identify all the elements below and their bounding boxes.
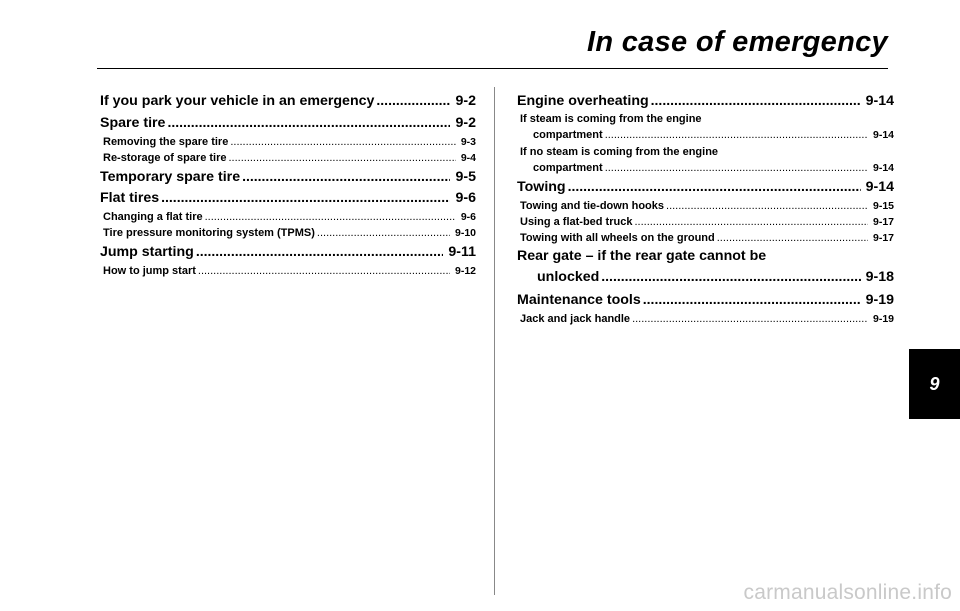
toc-entry-towing[interactable] (517, 176, 894, 197)
toc-entry-page: 9-18 (865, 269, 894, 285)
toc-entry-label: compartment (533, 129, 603, 141)
toc-entry-line2 (517, 266, 894, 287)
toc-right-column (517, 90, 894, 327)
chapter-tab[interactable] (909, 349, 960, 419)
toc-entry-line2 (517, 127, 894, 143)
leader-dots (376, 90, 450, 110)
leader-dots (198, 263, 450, 279)
toc-entry-how-to-jump-start[interactable] (100, 263, 476, 279)
toc-entry-label: Changing a flat tire (103, 211, 203, 223)
leader-dots (167, 112, 450, 132)
watermark: carmanualsonline.info (743, 581, 952, 604)
toc-entry-label: Engine overheating (517, 93, 649, 109)
toc-entry-flat-tires[interactable] (100, 187, 476, 208)
toc-entry-label: Towing and tie-down hooks (520, 200, 665, 212)
toc-entry-spare-tire[interactable] (100, 112, 476, 133)
toc-entry-page: 9-5 (455, 169, 476, 185)
page-title: In case of emergency (587, 26, 888, 58)
toc-entry-rear-gate[interactable] (517, 246, 894, 287)
toc-entry-label: How to jump start (103, 265, 196, 277)
toc-entry-label: Jack and jack handle (520, 313, 631, 325)
toc-entry-label: Temporary spare tire (100, 169, 241, 185)
leader-dots (317, 225, 450, 241)
toc-entry-page: 9-17 (872, 232, 894, 244)
toc-entry-page: 9-17 (872, 216, 894, 228)
toc-entry-label: If you park your vehicle in an emergency (100, 93, 375, 109)
leader-dots (161, 187, 450, 207)
toc-entry-label: Towing with all wheels on the ground (520, 232, 715, 244)
toc-entry-flat-bed-truck[interactable] (517, 214, 894, 230)
toc-entry-label: Re-storage of spare tire (103, 152, 227, 164)
toc-entry-changing-flat-tire[interactable] (100, 209, 476, 225)
toc-entry-page: 9-2 (455, 115, 476, 131)
toc-entry-line2 (517, 160, 894, 176)
toc-entry-park-emergency[interactable] (100, 90, 476, 111)
toc-entry-removing-spare-tire[interactable] (100, 134, 476, 150)
toc-entry-jump-starting[interactable] (100, 241, 476, 262)
toc-entry-all-wheels-ground[interactable] (517, 230, 894, 246)
toc-entry-no-steam[interactable] (517, 144, 894, 176)
leader-dots (632, 311, 868, 327)
toc-entry-label: Towing (517, 179, 566, 195)
toc-entry-label-line1: If steam is coming from the engine (520, 113, 702, 125)
toc-entry-page: 9-11 (448, 244, 476, 260)
toc-entry-page: 9-6 (460, 211, 476, 223)
chapter-number: 9 (929, 373, 940, 394)
toc-entry-label: Using a flat-bed truck (520, 216, 633, 228)
toc-entry-tie-down-hooks[interactable] (517, 198, 894, 214)
toc-entry-temporary-spare-tire[interactable] (100, 166, 476, 187)
toc-entry-re-storage-spare-tire[interactable] (100, 150, 476, 166)
toc-entry-steam-coming[interactable] (517, 111, 894, 143)
toc-entry-page: 9-3 (460, 136, 476, 148)
leader-dots (568, 176, 861, 196)
toc-entry-jack-handle[interactable] (517, 311, 894, 327)
toc-entry-page: 9-14 (865, 179, 894, 195)
toc-entry-label: Flat tires (100, 190, 160, 206)
toc-entry-page: 9-19 (865, 292, 894, 308)
leader-dots (196, 241, 444, 261)
leader-dots (634, 214, 868, 230)
toc-entry-tpms[interactable] (100, 225, 476, 241)
toc-entry-page: 9-6 (455, 190, 476, 206)
toc-entry-label: Removing the spare tire (103, 136, 229, 148)
leader-dots (242, 166, 450, 186)
toc-entry-label: Tire pressure monitoring system (TPMS) (103, 227, 315, 239)
toc-left-column (100, 90, 476, 279)
toc-entry-page: 9-10 (454, 227, 476, 239)
title-rule (97, 68, 888, 69)
leader-dots (601, 266, 860, 286)
toc-entry-page: 9-15 (872, 200, 894, 212)
toc-entry-page: 9-4 (460, 152, 476, 164)
leader-dots (666, 198, 868, 214)
column-divider (494, 87, 495, 595)
toc-entry-label: unlocked (537, 269, 600, 285)
toc-entry-label: Jump starting (100, 244, 194, 260)
toc-entry-page: 9-19 (872, 313, 894, 325)
toc-entry-page: 9-14 (865, 93, 894, 109)
leader-dots (605, 160, 868, 176)
leader-dots (605, 127, 868, 143)
leader-dots (230, 134, 455, 150)
leader-dots (717, 230, 868, 246)
toc-entry-label: compartment (533, 162, 603, 174)
toc-entry-page: 9-2 (455, 93, 476, 109)
toc-entry-page: 9-12 (454, 265, 476, 277)
leader-dots (643, 289, 861, 309)
leader-dots (228, 150, 455, 166)
toc-entry-page: 9-14 (872, 129, 894, 141)
toc-entry-engine-overheating[interactable] (517, 90, 894, 111)
toc-entry-page: 9-14 (872, 162, 894, 174)
toc-entry-label: Spare tire (100, 115, 166, 131)
toc-entry-label-line1: If no steam is coming from the engine (520, 146, 719, 158)
toc-entry-label-line1: Rear gate – if the rear gate cannot be (517, 248, 767, 264)
toc-entry-label: Maintenance tools (517, 292, 641, 308)
toc-entry-maintenance-tools[interactable] (517, 289, 894, 310)
leader-dots (205, 209, 456, 225)
leader-dots (651, 90, 861, 110)
